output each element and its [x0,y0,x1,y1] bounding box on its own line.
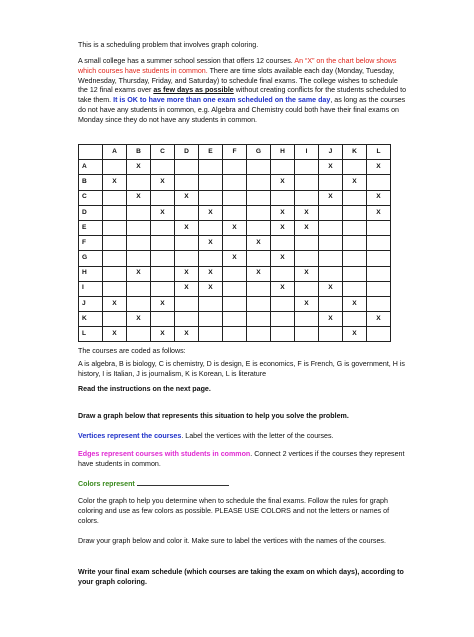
table-cell [295,312,319,327]
table-cell [199,190,223,205]
table-cell [247,327,271,342]
table-cell: X [151,296,175,311]
column-header-k: K [343,145,367,160]
table-cell: X [151,205,175,220]
table-cell [103,236,127,251]
table-cell: X [199,205,223,220]
table-cell [127,205,151,220]
table-cell: X [295,205,319,220]
table-row [79,220,391,235]
row-header-e: E [79,220,103,235]
table-cell: X [295,266,319,281]
table-cell [103,205,127,220]
table-corner-cell [79,145,103,160]
table-cell [175,205,199,220]
table-cell [175,236,199,251]
column-header-j: J [319,145,343,160]
conflict-table [78,144,391,342]
table-cell: X [103,296,127,311]
table-cell [103,220,127,235]
table-cell: X [367,205,391,220]
table-cell [199,251,223,266]
table-cell [343,281,367,296]
vertices-text [78,432,408,442]
table-cell: X [127,160,151,175]
table-cell [223,281,247,296]
table-cell [247,251,271,266]
table-cell [223,327,247,342]
table-cell [199,220,223,235]
para-highlight-blue: It is OK to have more than one exam scheduled on the same day [113,96,331,105]
column-header-g: G [247,145,271,160]
row-header-b: B [79,175,103,190]
table-cell [175,312,199,327]
table-cell [103,251,127,266]
table-cell: X [151,327,175,342]
table-row [79,296,391,311]
table-cell [223,236,247,251]
row-header-l: L [79,327,103,342]
table-cell: X [175,327,199,342]
table-cell [151,236,175,251]
table-cell: X [367,312,391,327]
table-cell [271,312,295,327]
table-cell [367,327,391,342]
table-cell [367,175,391,190]
para-underlined: as few days as possible [153,86,234,95]
table-cell [295,236,319,251]
table-cell [175,175,199,190]
table-cell [175,296,199,311]
table-cell: X [271,251,295,266]
table-cell [247,190,271,205]
table-row [79,266,391,281]
table-cell: X [127,312,151,327]
table-cell [199,327,223,342]
table-cell [175,251,199,266]
table-cell: X [319,281,343,296]
table-cell [223,175,247,190]
table-cell [343,251,367,266]
table-row [79,175,391,190]
vertices-highlight: Vertices represent the courses [78,432,182,440]
row-header-k: K [79,312,103,327]
column-header-h: H [271,145,295,160]
table-cell [295,251,319,266]
table-cell [295,160,319,175]
instructions-text: Read the instructions on the next page. [78,385,211,393]
table-cell: X [343,327,367,342]
table-cell [343,160,367,175]
table-cell: X [295,296,319,311]
table-cell: X [271,175,295,190]
table-cell: X [319,312,343,327]
table-header-row [79,145,391,160]
table-cell [127,327,151,342]
table-cell [103,190,127,205]
table-cell [247,220,271,235]
table-cell [223,160,247,175]
table-cell [343,236,367,251]
vertices-rest: . Label the vertices with the letter of the courses. [181,432,334,440]
table-cell [319,327,343,342]
table-cell [271,190,295,205]
para-part-g: , as long as the courses do not have any students in common, e.g. Algebra and Chemistry could both have their final exams on Monday since they do not have any students in common. [78,96,406,124]
table-cell [319,175,343,190]
table-cell [319,220,343,235]
table-cell [247,281,271,296]
codes-text: A is algebra, B is biology, C is chemistry, D is design, E is economics, F is French, G is government, H is history, I is Italian, J is journalism, K is Korean, L is literature [78,360,405,378]
table-cell: X [343,296,367,311]
row-header-a: A [79,160,103,175]
color-graph-text: Color the graph to help you determine when to schedule the final exams. Follow the rules for graph coloring and use as few colors as possible. PLEASE USE COLORS and not the letters or names of colors. [78,497,390,525]
table-row [79,160,391,175]
column-header-e: E [199,145,223,160]
table-cell [127,296,151,311]
table-cell [295,175,319,190]
edges-text [78,450,408,470]
table-cell [175,160,199,175]
table-row [79,205,391,220]
para-highlight-red: An “X” on the chart below shows which courses have students in common. [78,57,397,75]
row-header-f: F [79,236,103,251]
table-cell [367,266,391,281]
column-header-f: F [223,145,247,160]
row-header-h: H [79,266,103,281]
table-cell: X [247,266,271,281]
table-cell [343,220,367,235]
row-header-j: J [79,296,103,311]
table-cell: X [223,251,247,266]
table-cell: X [175,190,199,205]
table-cell [343,190,367,205]
table-cell [127,281,151,296]
table-cell: X [223,220,247,235]
table-cell [271,327,295,342]
table-cell [199,296,223,311]
table-cell [343,266,367,281]
table-cell [247,175,271,190]
table-cell [319,296,343,311]
para-part-a: A small college has a summer school session that offers 12 courses. [78,57,295,65]
table-cell: X [199,281,223,296]
table-cell [247,205,271,220]
table-cell: X [343,175,367,190]
table-cell [127,175,151,190]
intro-text: This is a scheduling problem that involves graph coloring. [78,41,259,49]
table-cell: X [319,190,343,205]
row-header-i: I [79,281,103,296]
column-header-l: L [367,145,391,160]
problem-paragraph [78,57,408,126]
colors-represent-text [78,478,408,490]
column-header-i: I [295,145,319,160]
coded-text: The courses are coded as follows: [78,347,186,355]
write-schedule-text: Write your final exam schedule (which courses are taking the exam on which days), according to your graph coloring. [78,568,404,586]
table-cell [343,312,367,327]
table-row [79,236,391,251]
table-cell: X [271,281,295,296]
table-cell: X [199,266,223,281]
table-cell [247,312,271,327]
column-header-b: B [127,145,151,160]
table-cell [103,266,127,281]
table-cell [223,312,247,327]
table-cell [151,190,175,205]
table-cell [103,281,127,296]
table-cell: X [127,266,151,281]
table-cell [151,220,175,235]
row-header-d: D [79,205,103,220]
table-cell: X [319,160,343,175]
table-cell [319,205,343,220]
table-cell [367,296,391,311]
table-cell [199,175,223,190]
edges-highlight: Edges represent courses with students in common [78,450,251,458]
table-cell: X [151,175,175,190]
column-header-a: A [103,145,127,160]
table-cell [151,312,175,327]
table-cell [103,312,127,327]
table-cell [367,251,391,266]
table-cell [319,236,343,251]
table-row [79,281,391,296]
table-cell [223,205,247,220]
table-row [79,327,391,342]
table-cell [319,266,343,281]
table-cell [151,160,175,175]
table-row [79,251,391,266]
table-cell [319,251,343,266]
table-cell: X [175,281,199,296]
colors-represent-blank [137,478,229,486]
row-header-c: C [79,190,103,205]
table-cell [199,160,223,175]
table-cell [367,281,391,296]
table-cell [127,220,151,235]
table-cell [223,266,247,281]
table-cell [151,266,175,281]
table-cell [271,266,295,281]
table-row [79,312,391,327]
para-part-c: There are time slots available each day (Monday, Tuesday, Wednesday, Thursday, Friday, and Saturday) to schedule final exams. The college wishes to schedule the 12 final exams over [78,66,398,95]
table-cell [199,312,223,327]
table-cell [103,160,127,175]
table-cell [271,296,295,311]
table-cell [343,205,367,220]
table-cell [127,251,151,266]
draw-graph-text: Draw a graph below that represents this situation to help you solve the problem. [78,412,349,420]
para-part-e: without creating conflicts for the students scheduled to take them. [78,86,407,105]
table-cell [271,160,295,175]
table-cell: X [367,160,391,175]
table-cell: X [175,220,199,235]
table-cell: X [271,205,295,220]
table-cell [271,236,295,251]
table-cell: X [271,220,295,235]
table-cell [295,281,319,296]
table-cell [127,236,151,251]
column-header-d: D [175,145,199,160]
table-cell: X [247,236,271,251]
column-header-c: C [151,145,175,160]
table-cell: X [367,190,391,205]
colors-represent-label: Colors represent [78,480,135,488]
table-cell: X [127,190,151,205]
row-header-g: G [79,251,103,266]
edges-rest: . Connect 2 vertices if the courses they represent have students in common. [78,450,405,468]
table-cell [151,281,175,296]
table-cell [247,296,271,311]
table-cell [367,220,391,235]
table-cell: X [295,220,319,235]
table-cell [295,190,319,205]
table-cell: X [199,236,223,251]
table-cell: X [103,175,127,190]
table-row [79,190,391,205]
table-cell [223,190,247,205]
draw-below-text: Draw your graph below and color it. Make sure to label the vertices with the names of the courses. [78,537,386,545]
table-cell: X [175,266,199,281]
table-cell [367,236,391,251]
table-cell [151,251,175,266]
table-cell: X [103,327,127,342]
table-cell [247,160,271,175]
table-cell [223,296,247,311]
table-cell [295,327,319,342]
